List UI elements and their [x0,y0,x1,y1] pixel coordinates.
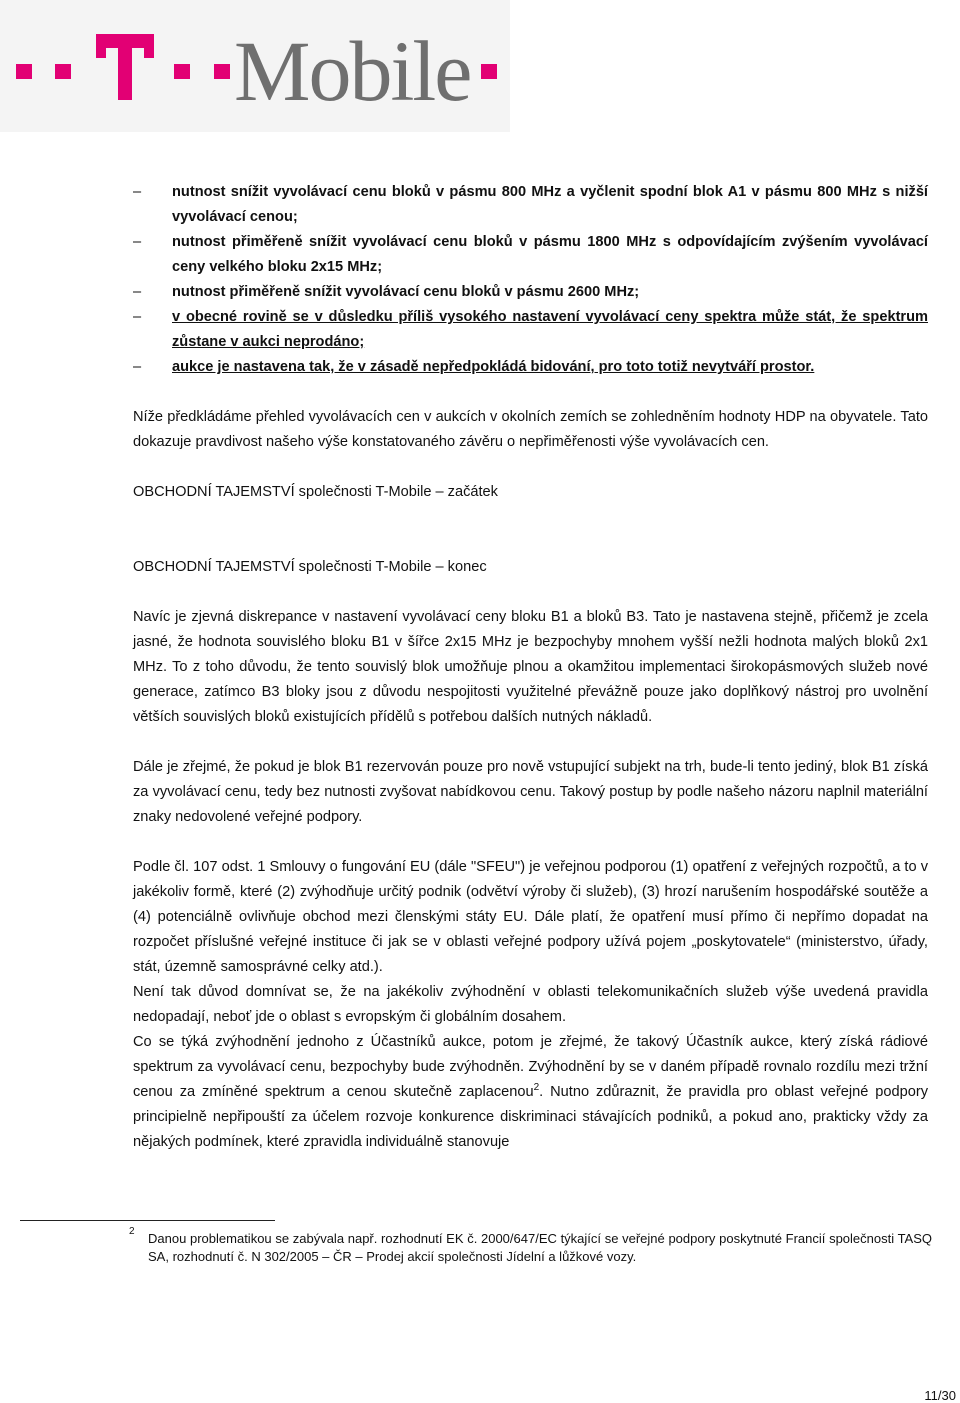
page-number: 11/30 [924,1388,956,1403]
footnote-mark: 2 [129,1226,135,1237]
trade-secret-start: OBCHODNÍ TAJEMSTVÍ společnosti T-Mobile – začátek [133,484,498,500]
paragraph-telecom: Není tak důvod domnívat se, že na jakékoliv zvýhodnění v oblasti telekomunikačních služeb výše uvedená pravidla nedopadají, neboť jde o oblast s evropským či globálním dosahem. [133,984,928,1025]
list-item: – v obecné rovině se v důsledku příliš vysokého nastavení vyvolávací ceny spektra může stát, že spektrum zůstane v aukci neprodáno; [133,305,928,355]
paragraph-block-b1: Dále je zřejmé, že pokud je blok B1 rezervován pouze pro nově vstupující subjekt na trh, bude-li tento jediný, blok B1 získá za vyvolávací cenu, tedy bez nutnosti zvyšovat nabídkovou cenu. Takový postup by podle našeho názoru naplnil materiální znaky nedovolené veřejné podpory. [133,759,928,825]
list-item: – aukce je nastavena tak, že v zásadě nepředpokládá bidování, pro toto totiž nevytváří prostor. [133,355,928,380]
text-part: . Nutno zdůraznit, že pravidla pro oblast veřejné podpory principielně nepřipouští za účelem rozvoje konkurence diskriminaci stávajících podniků, a pokud ano, prakticky vždy za nějakých podmínek, které zpravidla individuálně stanovuje [133,1084,928,1150]
brand-word: Mobile [234,23,471,119]
paragraph-discrepancy: Navíc je zjevná diskrepance v nastavení vyvolávací ceny bloku B1 a bloků B3. Tato je nastavena stejně, přičemž je zcela jasné, že hodnota souvislého bloku B1 v šířce 2x15 MHz je bezpochyby mnohem vyšší nežli hodnota malých bloků 2x1 MHz. To z toho důvodu, že tento souvislý blok umožňuje plnou a okamžitou implementaci širokopásmových služeb nové generace, zatímco B3 bloky jsou z důvodu nespojitosti využitelné převážně pouze jako doplňkový nástroj pro uvolnění větších souvislých bloků existujících přídělů s potřebou dalších nutných nákladů. [133,609,928,725]
footnote-text: Danou problematikou se zabývala např. rozhodnutí EK č. 2000/647/EC týkající se veřejné podpory poskytnuté Francií společnosti TASQ SA, rozhodnutí č. N 302/2005 – ČR – Prodej akcií společnosti Jídelní a lůžkové vozy. [148,1231,932,1264]
paragraph-advantage [133,1030,928,1155]
t-mobile-logo-icon [0,0,510,132]
paragraph-comparison: Níže předkládáme přehled vyvolávacích cen v aukcích v okolních zemích se zohledněním hodnoty HDP na obyvatele. Tato dokazuje pravdivost našeho výše konstatovaného závěru o nepřiměřenosti výše vyvolávacích cen. [133,409,928,450]
text-part: Co se týká zvýhodnění jednoho z Účastníků aukce, potom je zřejmé, že takový Účastník aukce, který získá rádiové spektrum za vyvolávací cenu, bezpochyby bude zvýhodněn. Zvýhodnění by se v daném případě rovnalo rozdílu mezi tržní cenou za zmíněné spektrum a cenou skutečně zaplacenou [133,1034,928,1100]
footnote-reference: 2 [533,1082,540,1094]
document-body [133,180,928,1155]
list-item: – nutnost přiměřeně snížit vyvolávací cenu bloků v pásmu 2600 MHz; [133,280,928,305]
footnote-divider [20,1220,275,1221]
conclusion-list [133,180,928,380]
trade-secret-end: OBCHODNÍ TAJEMSTVÍ společnosti T-Mobile – konec [133,559,487,575]
list-item: – nutnost snížit vyvolávací cenu bloků v pásmu 800 MHz a vyčlenit spodní blok A1 v pásmu 800 MHz s nižší vyvolávací cenou; [133,180,928,230]
list-item: – nutnost přiměřeně snížit vyvolávací cenu bloků v pásmu 1800 MHz s odpovídajícím zvýšením vyvolávací ceny velkého bloku 2x15 MHz; [133,230,928,280]
header-logo [0,0,510,132]
paragraph-article-107: Podle čl. 107 odst. 1 Smlouvy o fungování EU (dále "SFEU") je veřejnou podporou (1) opatření z veřejných rozpočtů, a to v jakékoliv formě, které (2) zvýhodňuje určitý podnik (odvětví výroby či služeb), (3) hrozí narušením hospodářské soutěže a (4) potenciálně ovlivňuje obchod mezi členskými státy EU. Dále platí, že opatření musí přímo či nepřímo dopadat na rozpočet příslušné veřejné instituce či jak se v oblasti veřejné podpory užívá pojem „poskytovatele“ (ministerstvo, úřady, stát, územně samosprávné celky atd.). [133,859,928,975]
